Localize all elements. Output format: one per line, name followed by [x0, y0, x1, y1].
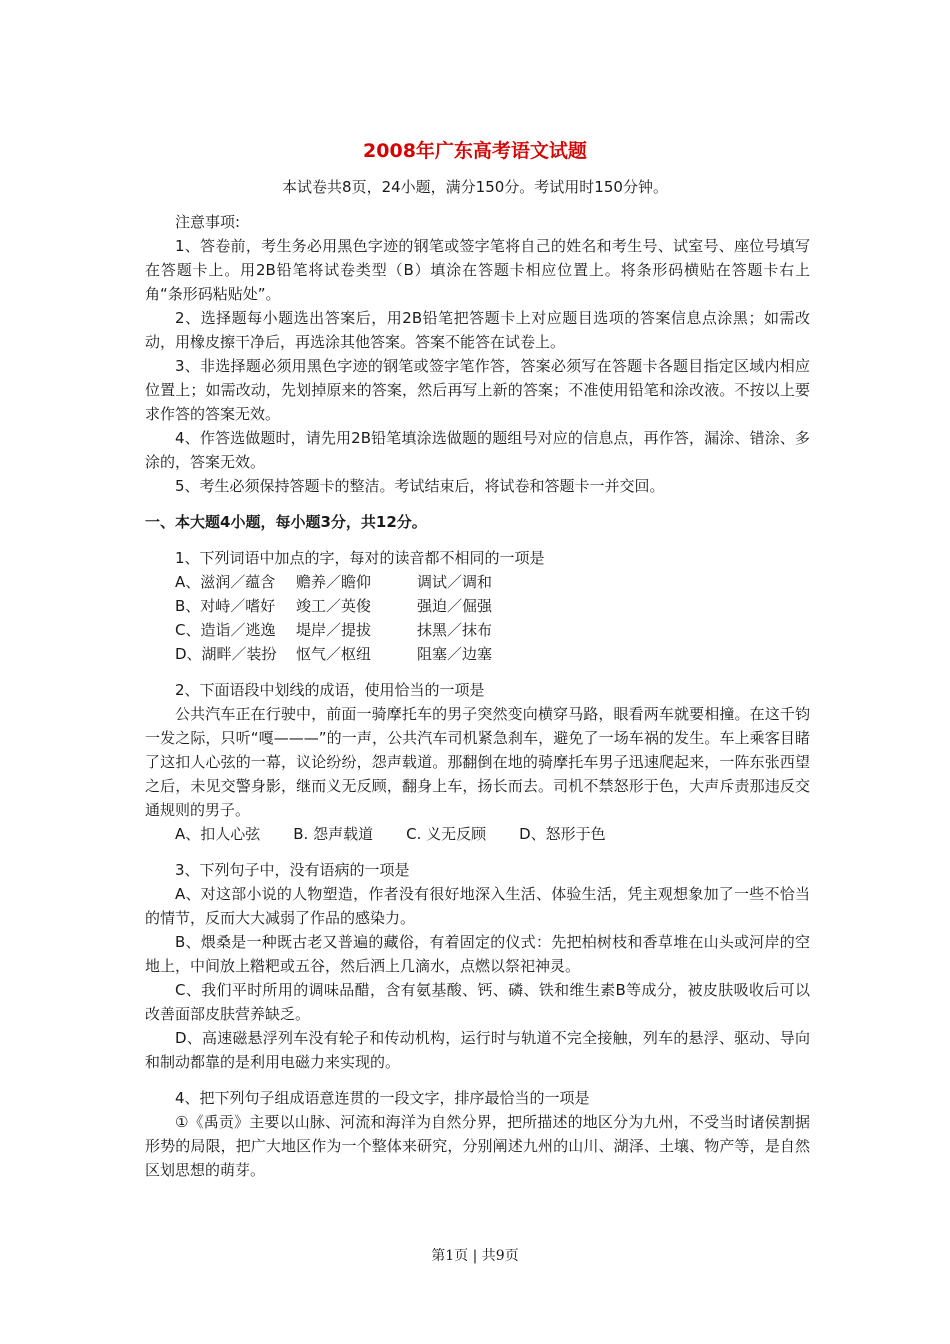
- question-3-stem: 3、下列句子中，没有语病的一项是: [175, 861, 410, 879]
- question-2-passage: 公共汽车正在行驶中，前面一骑摩托车的男子突然变向横穿马路，眼看两车就要相撞。在这千钧一发之际，只听“嘎———”的一声，公共汽车司机紧急刹车，避免了一场车祸的发生。车上乘客目睹了这扣人心弦的一幕，议论纷纷，怨声载道。那翻倒在地的骑摩托车男子迅速爬起来，一阵东张西望之后，未见交警身影，继而义无反顾，翻身上车，扬长而去。司机不禁怒形于色，大声斥责那违反交通规则的男子。: [145, 705, 810, 819]
- notice-item: 2、选择题每小题选出答案后，用2B铅笔把答题卡上对应题目选项的答案信息点涂黑；如需改动，用橡皮擦干净后，再选涂其他答案。答案不能答在试卷上。: [145, 309, 810, 351]
- question-4-sentence: ①《禹贡》主要以山脉、河流和海洋为自然分界，把所描述的地区分为九州，不受当时诸侯割据形势的局限，把广大地区作为一个整体来研究，分别阐述九州的山川、湖泽、土壤、物产等，是自然区划思想的萌芽。: [145, 1113, 810, 1179]
- question-2-stem: 2、下面语段中划线的成语，使用恰当的一项是: [175, 681, 485, 699]
- section-heading: 一、本大题4小题，每小题3分，共12分。: [145, 513, 427, 531]
- question-2-options: [145, 822, 810, 846]
- option-text: B. 怨声载道: [293, 825, 374, 843]
- option-text: A、对这部小说的人物塑造，作者没有很好地深入生活、体验生活，凭主观想象加了一些不恰当的情节，反而大大减弱了作品的感染力。: [145, 885, 810, 927]
- option-text: 抹黑／抹布: [417, 621, 493, 639]
- option-text: B、对峙／嗜好: [175, 597, 276, 615]
- option-text: 赡养／瞻仰: [296, 573, 372, 591]
- page-title: 2008年广东高考语文试题: [363, 140, 587, 162]
- option-text: C. 义无反顾: [406, 825, 487, 843]
- question-1-stem: 1、下列词语中加点的字，每对的读音都不相同的一项是: [175, 549, 545, 567]
- option-text: 竣工／英俊: [296, 597, 372, 615]
- notice-item: 5、考生必须保持答题卡的整洁。考试结束后，将试卷和答题卡一并交回。: [175, 477, 665, 495]
- page-footer: 第1页 | 共9页: [431, 1248, 519, 1264]
- notice-item: 3、非选择题必须用黑色字迹的钢笔或签字笔作答，答案必须写在答题卡各题目指定区域内相应位置上；如需改动，先划掉原来的答案，然后再写上新的答案；不准使用铅笔和涂改液。不按以上要求作答的答案无效。: [145, 357, 810, 423]
- notice-heading: 注意事项:: [175, 213, 241, 231]
- option-text: C、我们平时所用的调味品醋，含有氨基酸、钙、磷、铁和维生素B等成分，被皮肤吸收后可以改善面部皮肤营养缺乏。: [145, 981, 810, 1023]
- exam-summary: 本试卷共8页，24小题，满分150分。考试用时150分钟。: [282, 178, 668, 196]
- option-text: 怄气／枢纽: [296, 645, 372, 663]
- option-row: [145, 570, 810, 594]
- question-1-options: [145, 570, 810, 666]
- option-row: [145, 618, 810, 642]
- option-text: C、造诣／逃逸: [175, 621, 276, 639]
- option-text: D、湖畔／装扮: [175, 645, 277, 663]
- option-text: D、高速磁悬浮列车没有轮子和传动机构，运行时与轨道不完全接触，列车的悬浮、驱动、导向和制动都靠的是利用电磁力来实现的。: [145, 1029, 810, 1071]
- option-text: D、怒形于色: [519, 825, 606, 843]
- question-4-stem: 4、把下列句子组成语意连贯的一段文字，排序最恰当的一项是: [175, 1089, 590, 1107]
- option-text: 堤岸／提拔: [296, 621, 372, 639]
- option-text: 阻塞／边塞: [417, 645, 493, 663]
- option-row: [145, 642, 810, 666]
- notice-item: 4、作答选做题时，请先用2B铅笔填涂选做题的题组号对应的信息点，再作答，漏涂、错涂、多涂的，答案无效。: [145, 429, 810, 471]
- option-row: [145, 594, 810, 618]
- option-text: A、扣人心弦: [175, 825, 261, 843]
- option-text: 强迫／倔强: [417, 597, 493, 615]
- option-text: A、滋润／蕴含: [175, 573, 276, 591]
- exam-content: [145, 210, 810, 1182]
- option-text: 调试／调和: [417, 573, 493, 591]
- notice-item: 1、答卷前，考生务必用黑色字迹的钢笔或签字笔将自己的姓名和考生号、试室号、座位号填写在答题卡上。用2B铅笔将试卷类型（B）填涂在答题卡相应位置上。将条形码横贴在答题卡右上角“条形码粘贴处”。: [145, 237, 810, 303]
- option-text: B、煨桑是一种既古老又普遍的藏俗，有着固定的仪式：先把柏树枝和香草堆在山头或河岸的空地上，中间放上糌粑或五谷，然后洒上几滴水，点燃以祭祀神灵。: [145, 933, 810, 975]
